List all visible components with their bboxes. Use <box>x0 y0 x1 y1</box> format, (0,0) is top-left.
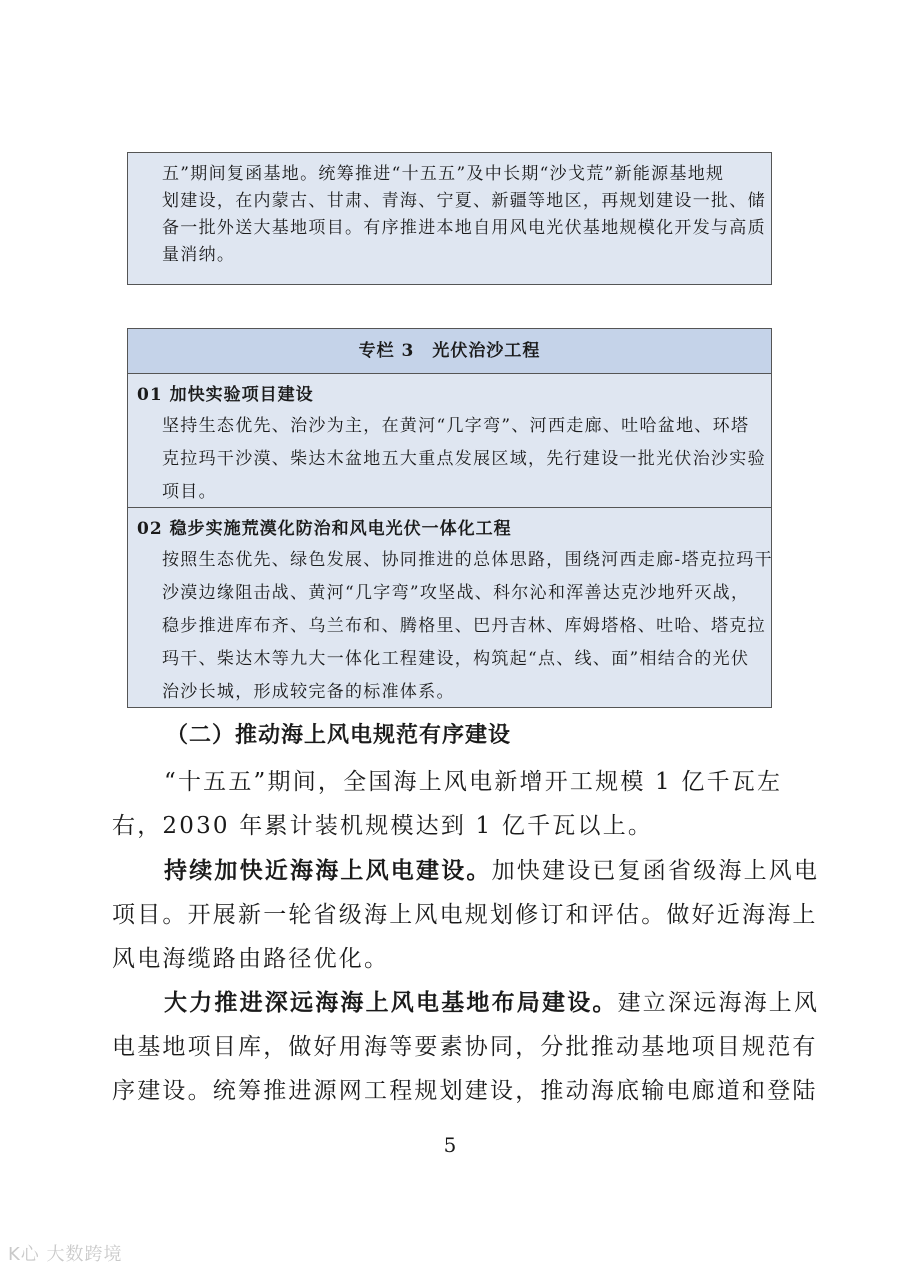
paragraph-line: 风电海缆路由路径优化。 <box>112 946 390 972</box>
section-01-line: 克拉玛干沙漠、柴达木盆地五大重点发展区域，先行建设一批光伏治沙实验 <box>162 449 766 469</box>
column-3-title: 专栏 3 光伏治沙工程 <box>128 329 771 374</box>
paragraph-deep-sea <box>112 981 820 1113</box>
paragraph-line <box>112 849 820 893</box>
box-text-line: 备一批外送大基地项目。有序推进本地自用风电光伏基地规模化开发与高质 <box>162 218 766 238</box>
paragraph-line <box>112 981 820 1025</box>
paragraph-text: 建立深远海海上风 <box>617 990 820 1016</box>
paragraph-lead: 大力推进深远海海上风电基地布局建设。 <box>164 989 618 1016</box>
watermark: K心 大数跨境 <box>8 1244 123 1265</box>
section-01-line: 项目。 <box>162 482 217 502</box>
policy-box-continuation <box>127 152 772 285</box>
section-02-line: 治沙长城，形成较完备的标准体系。 <box>162 682 455 702</box>
column-3-section-02 <box>128 507 771 707</box>
page-number: 5 <box>443 1133 457 1157</box>
paragraph-line: 序建设。统筹推进源网工程规划建设，推动海底输电廊道和登陆 <box>112 1078 818 1104</box>
column-3-section-01 <box>128 374 771 507</box>
paragraph-text: 加快建设已复函省级海上风电 <box>491 858 820 884</box>
column-3-box <box>127 328 772 708</box>
paragraph-line: 项目。开展新一轮省级海上风电规划修订和评估。做好近海海上 <box>112 902 818 928</box>
paragraph-line: 电基地项目库，做好用海等要素协同，分批推动基地项目规范有 <box>112 1034 818 1060</box>
box-text-line: 划建设，在内蒙古、甘肃、青海、宁夏、新疆等地区，再规划建设一批、储 <box>162 191 766 211</box>
section-02-title: 02 稳步实施荒漠化防治和风电光伏一体化工程 <box>137 519 512 539</box>
section-heading: （二）推动海上风电规范有序建设 <box>166 722 512 748</box>
section-02-line: 稳步推进库布齐、乌兰布和、腾格里、巴丹吉林、库姆塔格、吐哈、塔克拉 <box>162 616 766 636</box>
section-02-line: 玛干、柴达木等九大一体化工程建设，构筑起“点、线、面”相结合的光伏 <box>162 649 750 669</box>
section-02-line: 按照生态优先、绿色发展、协同推进的总体思路，围绕河西走廊-塔克拉玛干 <box>162 550 773 570</box>
paragraph-lead: 持续加快近海海上风电建设。 <box>164 857 492 884</box>
paragraph-line: “十五五”期间，全国海上风电新增开工规模 1 亿千瓦左 <box>164 769 783 795</box>
box-text-line: 量消纳。 <box>162 245 236 265</box>
box-text-line: 五”期间复函基地。统筹推进“十五五”及中长期“沙戈荒”新能源基地规 <box>162 164 725 184</box>
section-02-line: 沙漠边缘阻击战、黄河“几字弯”攻坚战、科尔沁和浑善达克沙地歼灭战， <box>162 583 750 603</box>
paragraph-nearshore <box>112 849 820 981</box>
section-01-title: 01 加快实验项目建设 <box>137 385 314 405</box>
paragraph-offshore-target <box>112 760 792 848</box>
paragraph-line: 右，2030 年累计装机规模达到 1 亿千瓦以上。 <box>112 813 654 839</box>
section-01-line: 坚持生态优先、治沙为主，在黄河“几字弯”、河西走廊、吐哈盆地、环塔 <box>162 416 750 436</box>
